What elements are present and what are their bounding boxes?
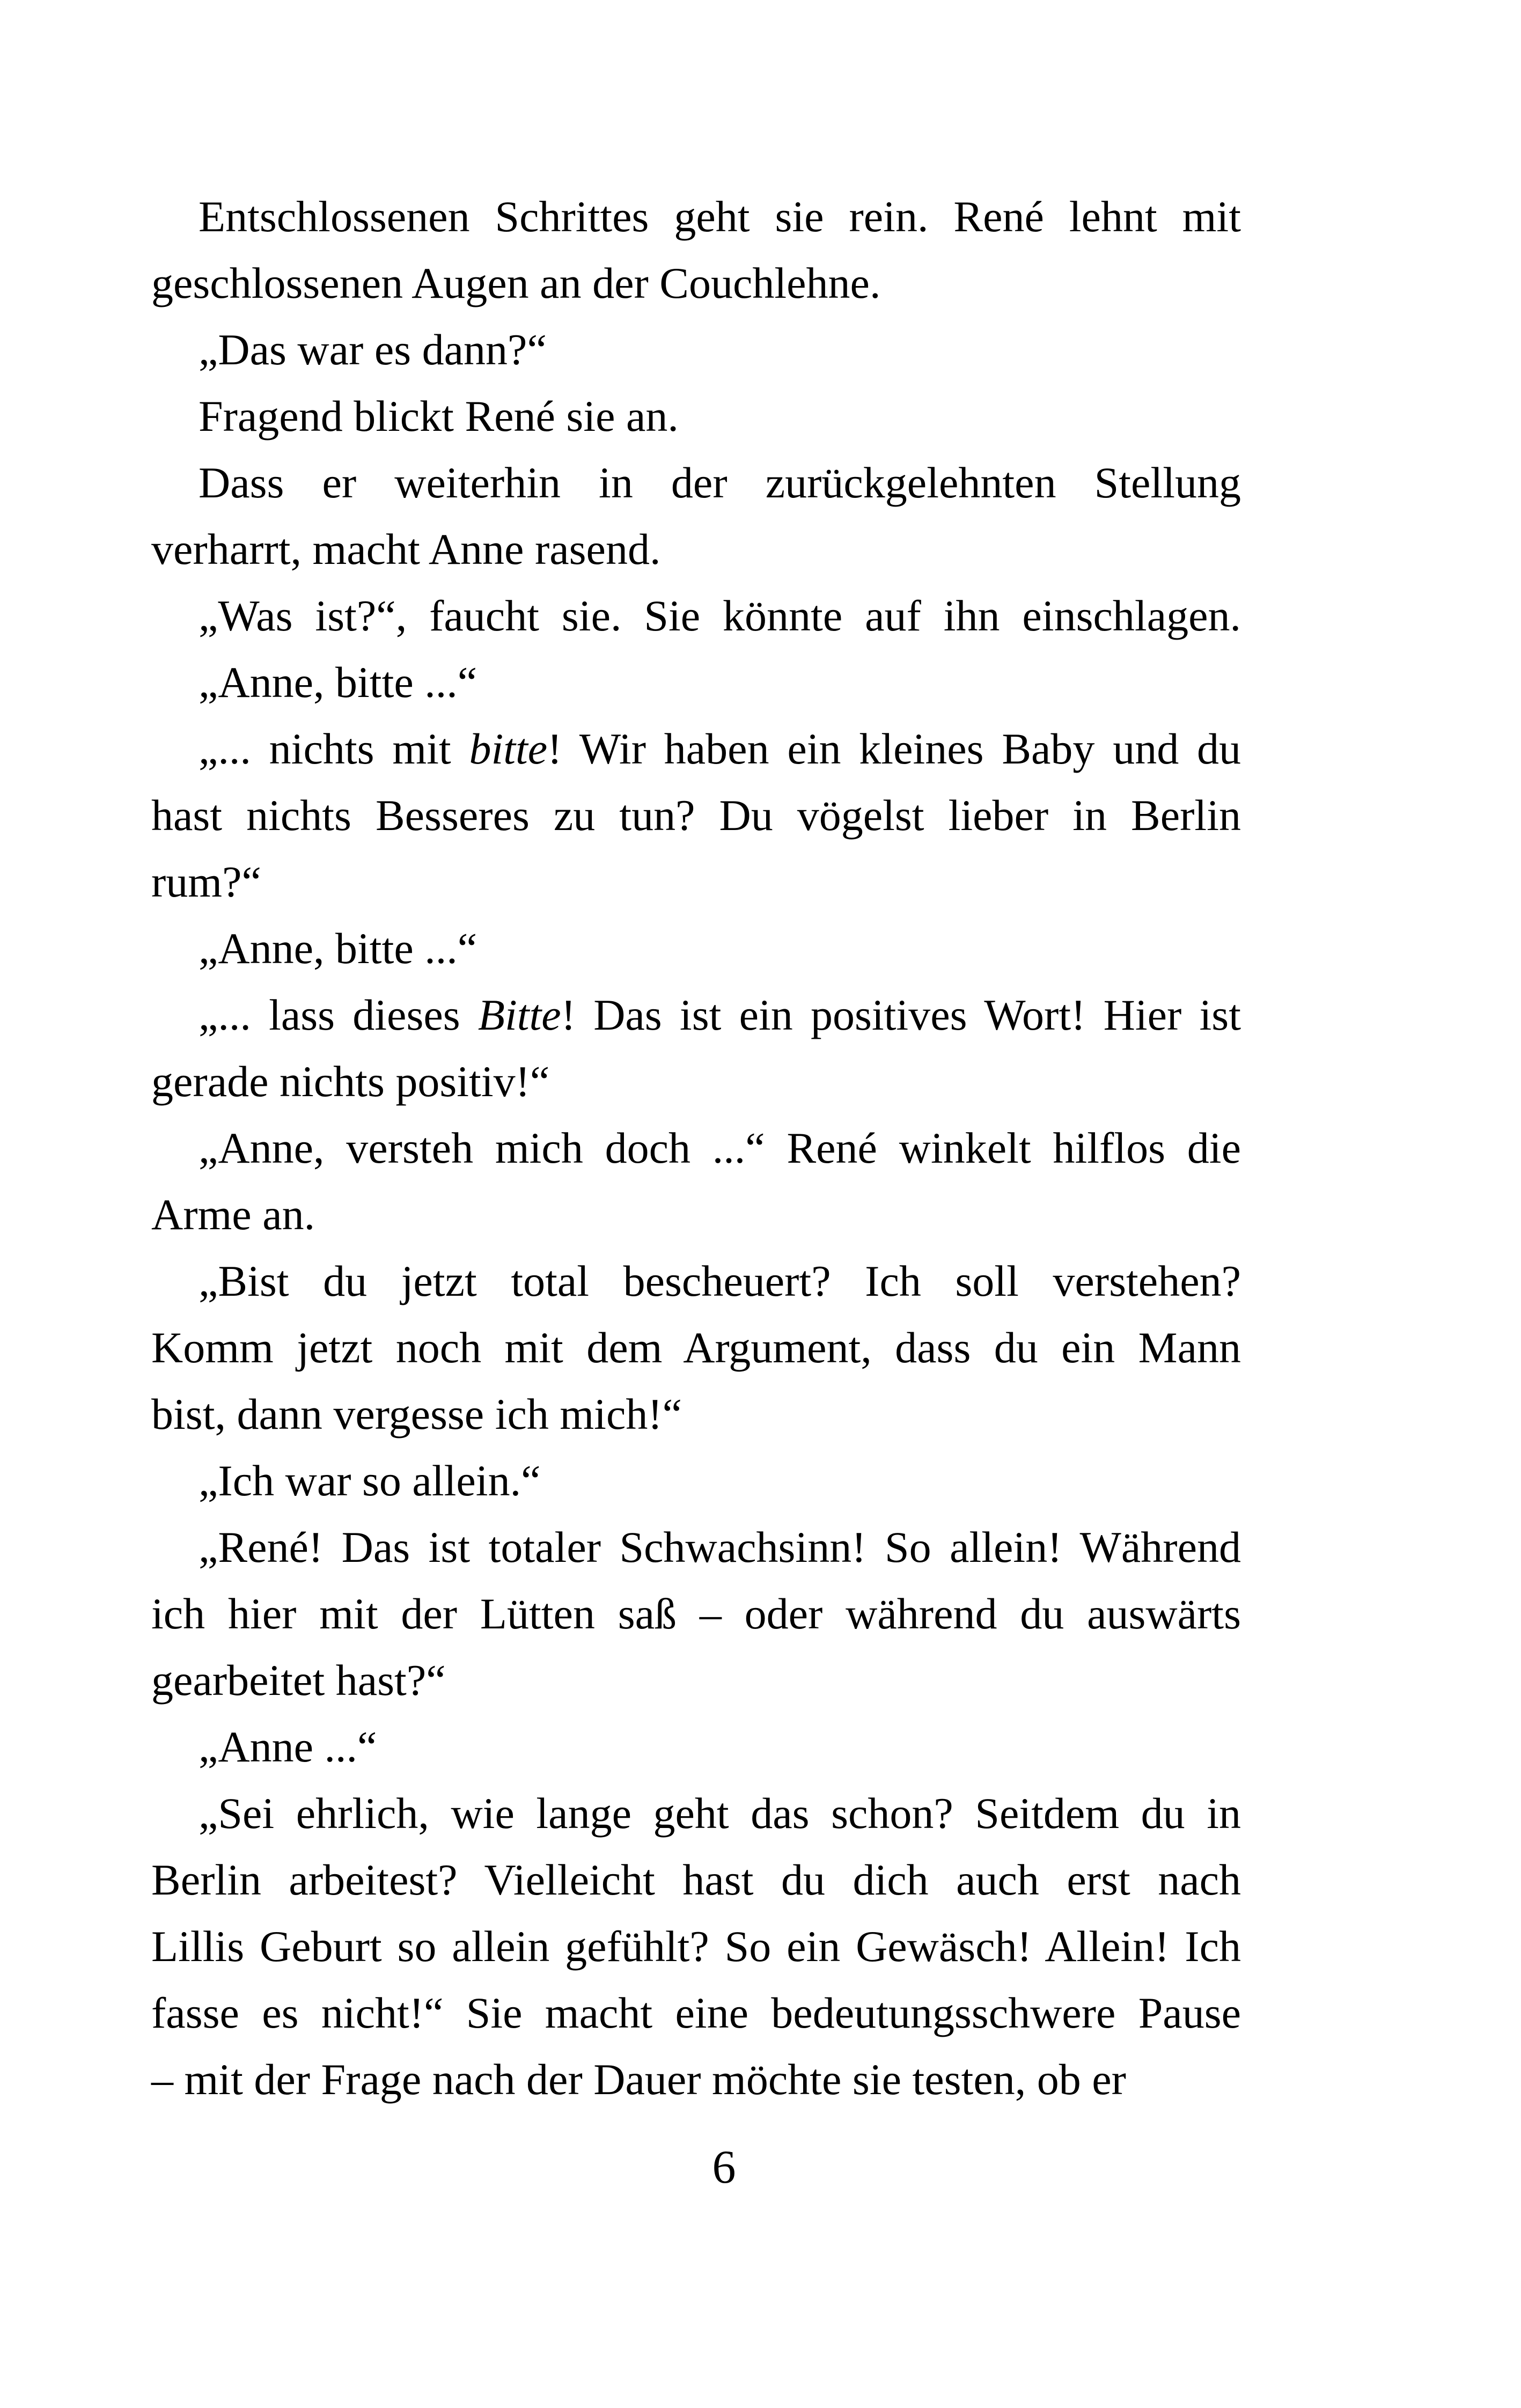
- text-line: „Anne, bitte ...“: [199, 924, 477, 973]
- text-line: Komm jetzt noch mit dem Argument, dass du ein Mann: [151, 1323, 1241, 1372]
- text-line: Fragend blickt René sie an.: [199, 392, 679, 441]
- text-line: fasse es nicht!“ Sie macht eine bedeutungsschwere Pause: [151, 1988, 1241, 2037]
- text-block: [151, 183, 1241, 2113]
- text-line: „Was ist?“, faucht sie. Sie könnte auf ihn einschlagen.: [199, 591, 1241, 640]
- line-text: ! Wir haben ein kleines Baby und du: [547, 724, 1241, 773]
- line-text: „... nichts mit: [199, 724, 469, 773]
- text-line: Berlin arbeitest? Vielleicht hast du dich auch erst nach: [151, 1855, 1241, 1904]
- page-number: 6: [712, 2141, 736, 2193]
- line-text: „... lass dieses: [199, 990, 478, 1039]
- text-line: „Das war es dann?“: [199, 325, 547, 374]
- text-line: Lillis Geburt so allein gefühlt? So ein Gewäsch! Allein! Ich: [151, 1922, 1241, 1971]
- text-line: – mit der Frage nach der Dauer möchte sie testen, ob er: [151, 2055, 1126, 2104]
- text-line: „Ich war so allein.“: [199, 1456, 541, 1505]
- text-line: „Anne, versteh mich doch ...“ René winkelt hilflos die: [199, 1124, 1241, 1172]
- text-line: Dass er weiterhin in der zurückgelehnten Stellung: [199, 458, 1241, 507]
- emphasized-word: Bitte: [477, 990, 561, 1039]
- text-line: „Anne ...“: [199, 1722, 377, 1771]
- text-line: geschlossenen Augen an der Couchlehne.: [151, 259, 881, 307]
- emphasized-word: bitte: [469, 724, 548, 773]
- text-line: rum?“: [151, 857, 261, 906]
- text-line: bist, dann vergesse ich mich!“: [151, 1390, 682, 1438]
- text-line: „Anne, bitte ...“: [199, 658, 477, 707]
- text-line: „René! Das ist totaler Schwachsinn! So allein! Während: [199, 1523, 1241, 1572]
- text-line: [151, 716, 1241, 782]
- text-line: „Sei ehrlich, wie lange geht das schon? Seitdem du in: [199, 1789, 1241, 1838]
- text-line: „Bist du jetzt total bescheuert? Ich soll verstehen?: [199, 1257, 1241, 1305]
- line-text: ! Das ist ein positives Wort! Hier ist: [561, 990, 1241, 1039]
- text-line: Arme an.: [151, 1190, 315, 1239]
- text-line: verharrt, macht Anne rasend.: [151, 525, 661, 574]
- text-line: Entschlossenen Schrittes geht sie rein. René lehnt mit: [199, 192, 1241, 241]
- text-line: gearbeitet hast?“: [151, 1656, 446, 1705]
- text-line: ich hier mit der Lütten saß – oder während du auswärts: [151, 1589, 1241, 1638]
- text-line: hast nichts Besseres zu tun? Du vögelst lieber in Berlin: [151, 791, 1241, 840]
- text-line: gerade nichts positiv!“: [151, 1057, 550, 1106]
- text-line: [151, 982, 1241, 1048]
